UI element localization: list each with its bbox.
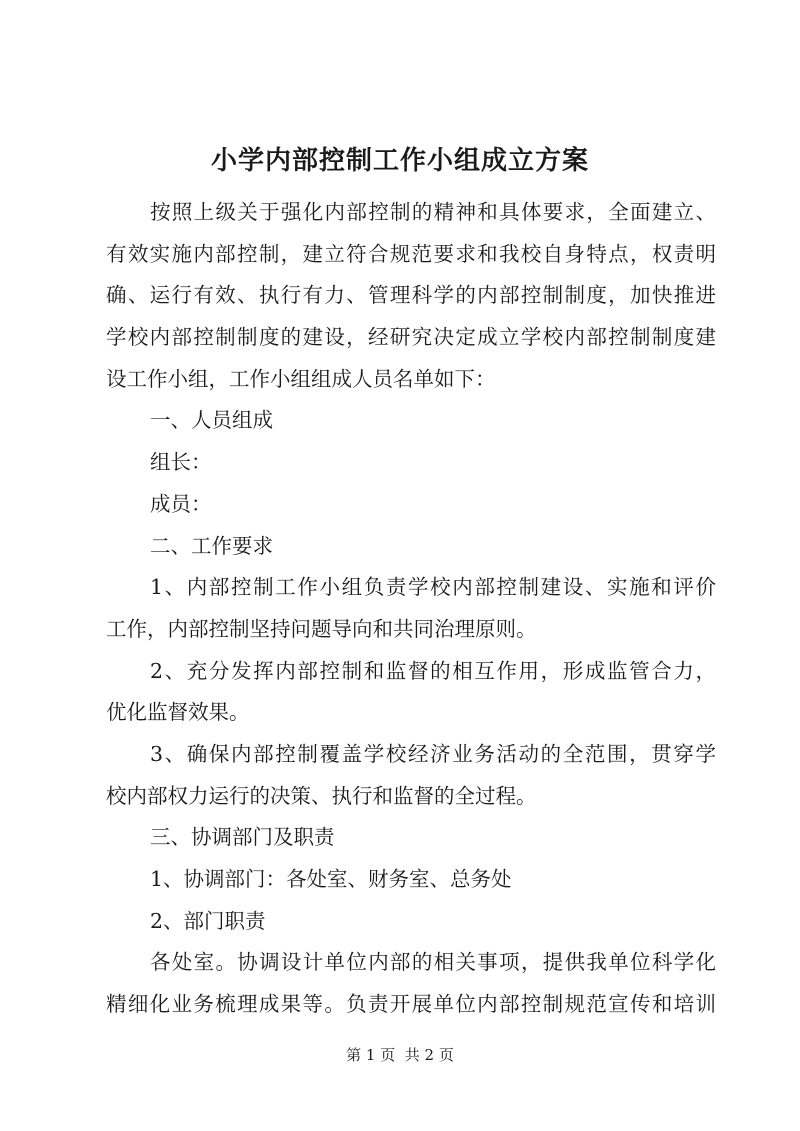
section-heading: 一、人员组成 xyxy=(150,408,273,433)
paragraph-line: 按照上级关于强化内部控制的精神和具体要求，全面建立、 xyxy=(150,200,716,224)
section-heading: 二、工作要求 xyxy=(150,533,273,558)
paragraph-line: 有效实施内部控制，建立符合规范要求和我校自身特点，权责明 xyxy=(106,241,716,266)
paragraph-line: 3、确保内部控制覆盖学校经济业务活动的全范围，贯穿学 xyxy=(150,741,716,766)
paragraph-line: 确、运行有效、执行有力、管理科学的内部控制制度，加快推进 xyxy=(106,283,716,308)
document-title: 小学内部控制工作小组成立方案 xyxy=(210,146,589,176)
page-number: 第 1 页 共 2 页 xyxy=(346,1046,454,1064)
paragraph-line: 校内部权力运行的决策、执行和监督的全过程。 xyxy=(106,783,537,808)
paragraph-line: 2、充分发挥内部控制和监督的相互作用，形成监管合力， xyxy=(150,658,716,683)
paragraph-line: 1、内部控制工作小组负责学校内部控制建设、实施和评价 xyxy=(150,575,716,600)
paragraph-line: 各处室。协调设计单位内部的相关事项，提供我单位科学化 xyxy=(150,950,716,975)
team-members-label: 成员： xyxy=(150,491,212,516)
team-leader-label: 组长： xyxy=(150,450,212,475)
paragraph-line: 设工作小组，工作小组组成人员名单如下： xyxy=(106,366,496,391)
paragraph-line: 工作，内部控制坚持问题导向和共同治理原则。 xyxy=(106,616,537,641)
paragraph-line: 优化监督效果。 xyxy=(106,700,250,725)
paragraph-line: 精细化业务梳理成果等。负责开展单位内部控制规范宣传和培训 xyxy=(106,992,716,1017)
paragraph-line: 学校内部控制制度的建设，经研究决定成立学校内部控制制度建 xyxy=(106,325,716,350)
subsection-heading: 2、部门职责 xyxy=(150,908,266,933)
document-body xyxy=(106,192,716,1026)
section-heading: 三、协调部门及职责 xyxy=(150,825,335,850)
paragraph-line: 1、协调部门：各处室、财务室、总务处 xyxy=(150,867,512,891)
